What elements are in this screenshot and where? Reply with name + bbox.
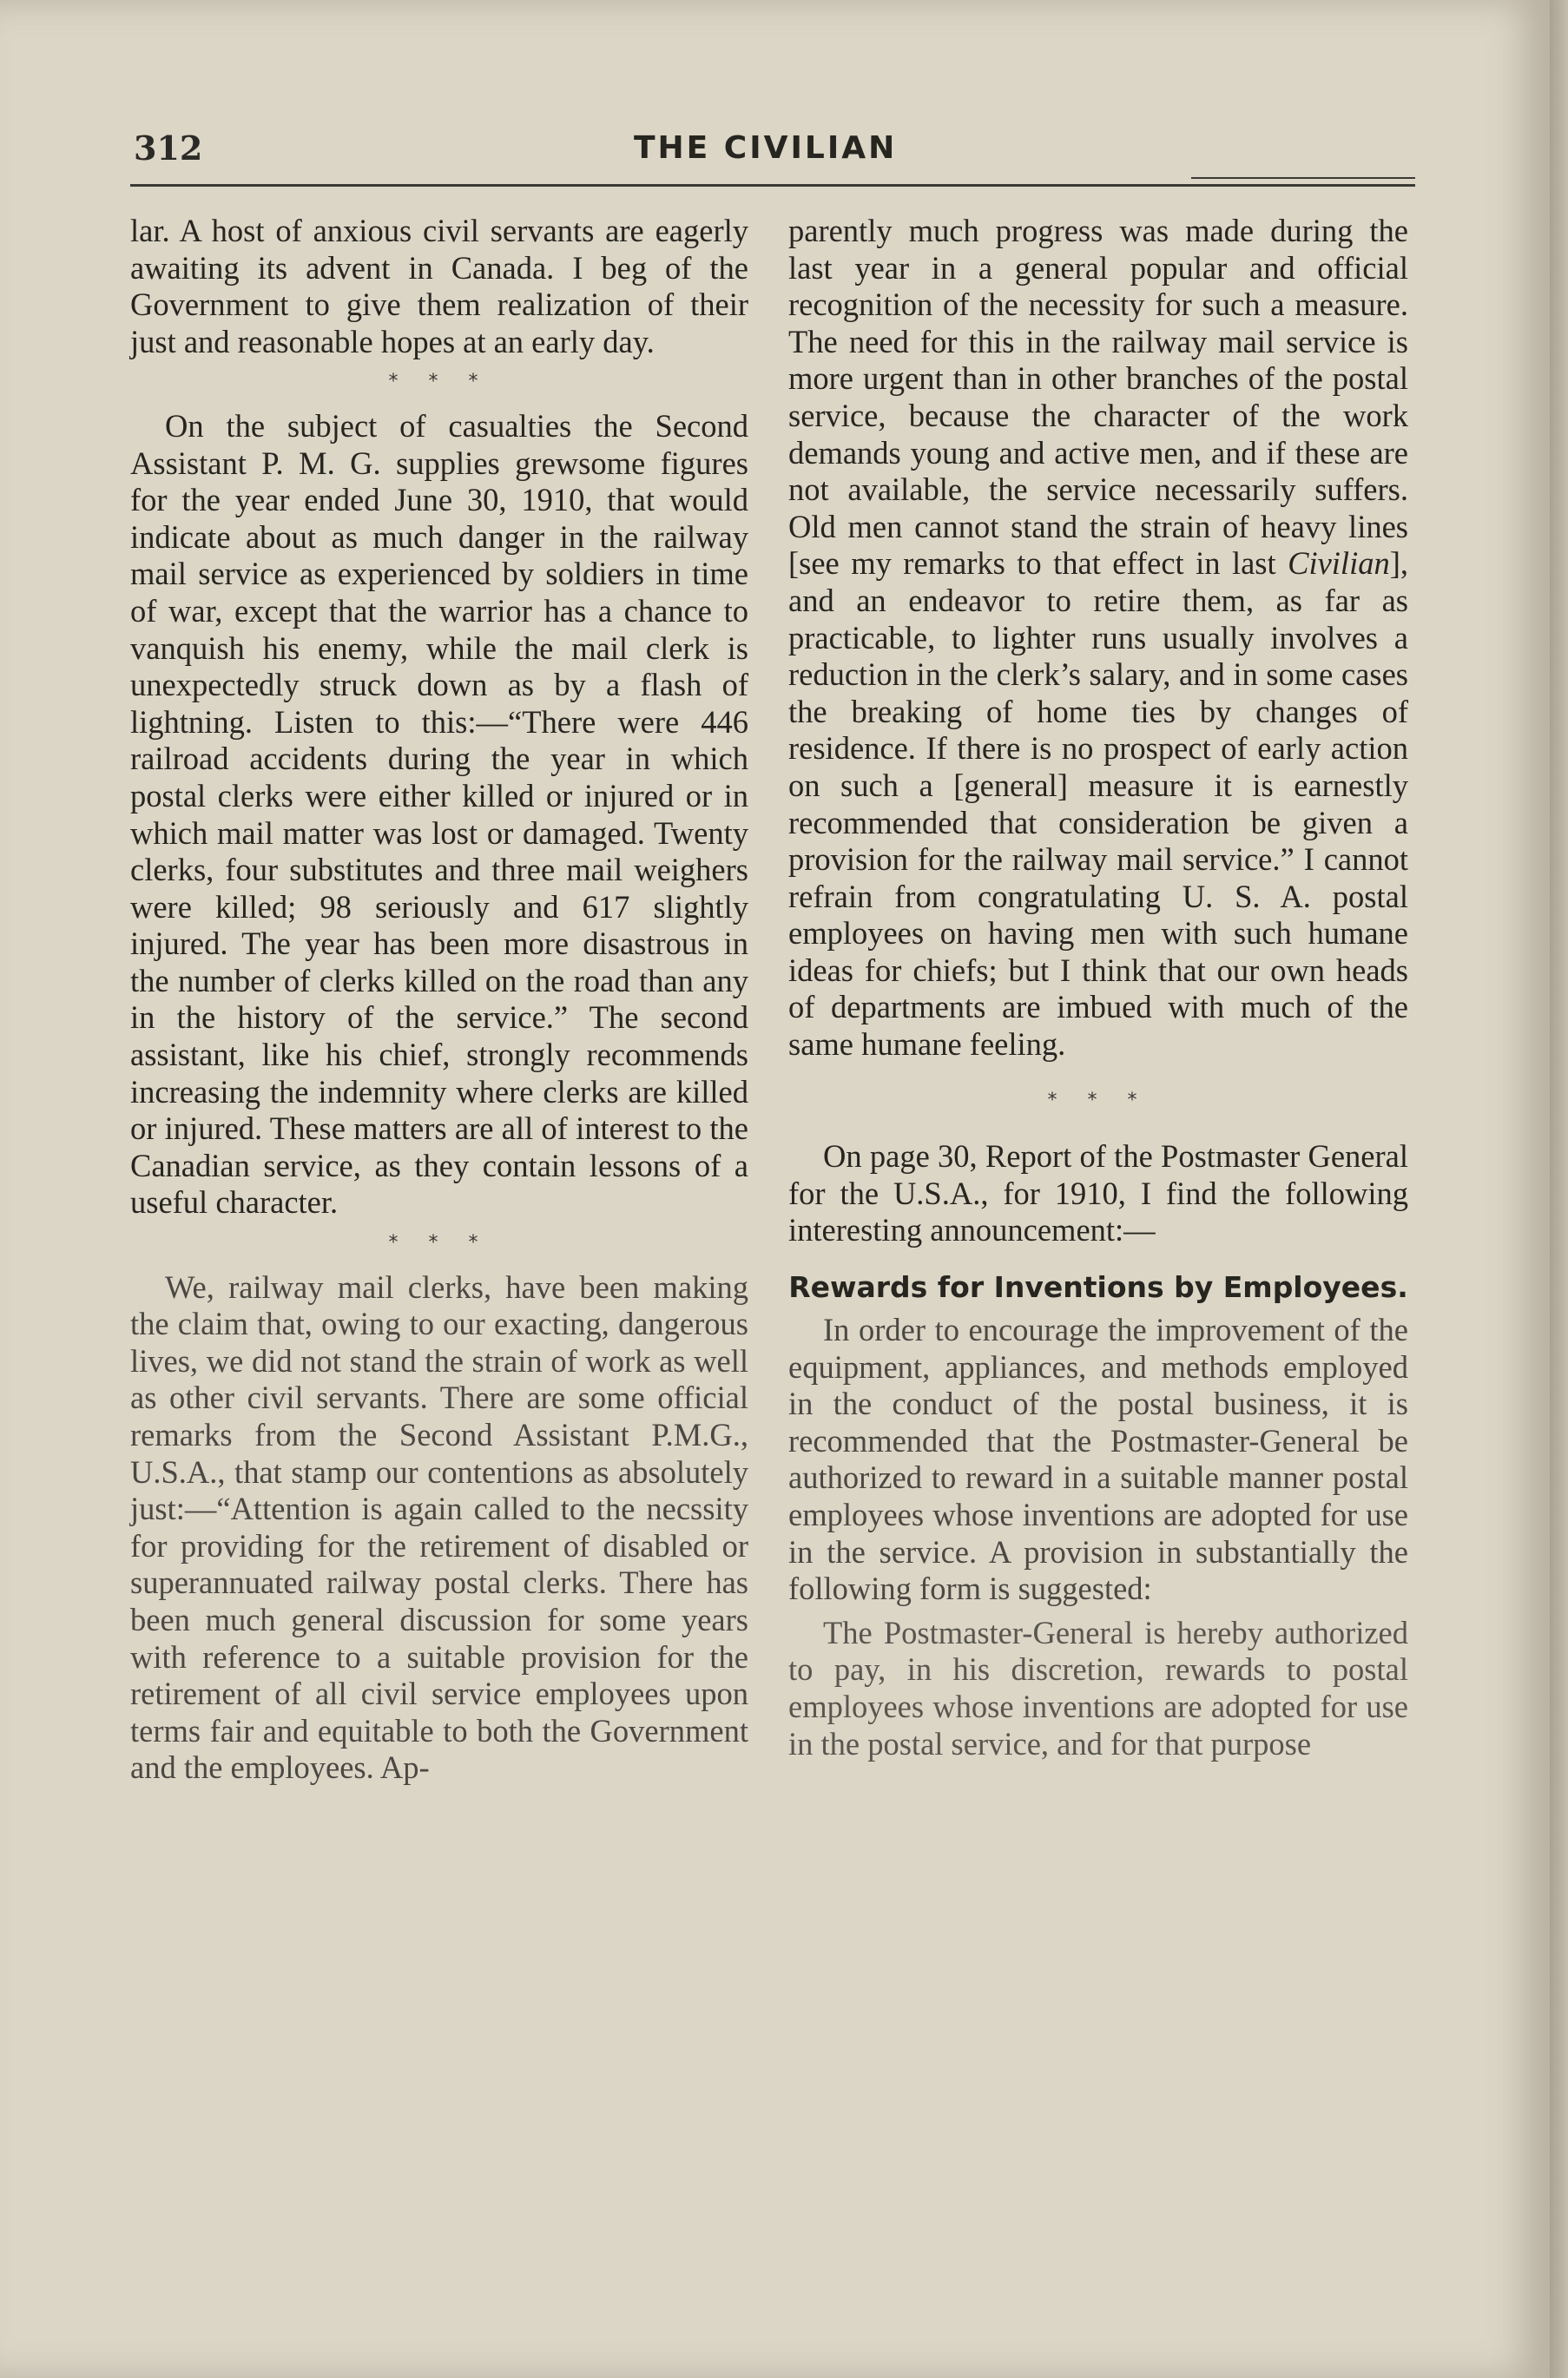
section-separator: * * *: [1047, 1089, 1150, 1111]
running-title: THE CIVILIAN: [634, 130, 898, 166]
section-separator: * * *: [388, 1232, 491, 1255]
subheading: Rewards for Inventions by Employees.: [788, 1270, 1408, 1305]
paragraph: On the subject of casualties the Second Assistant P. M. G. supplies grewsome figures for the year ended June 30, 1910, that would indicate about as much danger in the railway mail service as experienced by soldiers in time of war, except that the warrior has a chance to vanquish his enemy, while the mail clerk is unexpectedly struck down as by a flash of lightning. Listen to this:—“There were 446 railroad accidents during the year in which postal clerks were either killed or injured or in which mail matter was lost or damaged. Twenty clerks, four substitutes and three mail weighers were killed; 98 seriously and 617 slightly injured. The year has been more disastrous in the number of clerks killed on the road than any in the history of the service.” The second assistant, like his chief, strongly recommends increasing the indemnity where clerks are killed or injured. These matters are all of interest to the Canadian service, as they contain lessons of a useful character.: [130, 407, 748, 1221]
paragraph: In order to encourage the improvement of the equipment, appliances, and methods employed in the conduct of the postal business, it is recommended that the Postmaster-General be authorized to reward in a suitable manner postal employees whose inventions are adopted for use in the service. A provision in substantially the following form is suggested:: [788, 1312, 1408, 1607]
page-header: [130, 120, 1415, 172]
section-separator: * * *: [388, 371, 491, 393]
page-number: 312: [134, 128, 203, 168]
header-rule-short: [1191, 177, 1415, 179]
paragraph: We, railway mail clerks, have been making the claim that, owing to our exacting, dangerous lives, we did not stand the strain of work as well as other civil servants. There are some official remarks from the Second Assistant P.M.G., U.S.A., that stamp our contentions as absolutely just:—“Attention is again called to the necssity for providing for the retirement of disabled or superannuated railway postal clerks. There has been much general discussion for some years with reference to a suitable provision for the retirement of all civil service employees upon terms fair and equitable to both the Government and the employees. Ap-: [130, 1268, 748, 1786]
paragraph: On page 30, Report of the Postmaster General for the U.S.A., for 1910, I find the following interesting announcement:—: [788, 1138, 1408, 1248]
paragraph: The Postmaster-General is hereby authorized to pay, in his discretion, rewards to postal employees whose inventions are adopted for use in the postal service, and for that purpose: [788, 1614, 1408, 1762]
page-edge: [1550, 0, 1568, 2378]
italic-title: Civilian: [1288, 545, 1390, 582]
paragraph-text: parently much progress was made during the last year in a general popular and official recognition of the necessity for such a measure. The need for this in the railway mail service is more urgent than in other branches of the postal service, because the character of the work demands young and active men, and if these are not available, the service necessarily suffers. Old men cannot stand the strain of heavy lines [see my remarks to that effect in last: [788, 213, 1408, 582]
left-column: [130, 213, 748, 1787]
right-column: [788, 213, 1408, 1762]
header-rule: [130, 184, 1415, 187]
paragraph: [788, 213, 1408, 1064]
paragraph-text: ], and an endeavor to retire them, as far as practicable, to lighter runs usually involves a reduction in the clerk’s salary, and in some cases the breaking of home ties by changes of residence. If there is no prospect of early action on such a [general] measure it is earnestly recommended that consideration be given a provision for the railway mail service.” I cannot refrain from congratulating U. S. A. postal employees on having men with such humane ideas for chiefs; but I think that our own heads of departments are imbued with much of the same humane feeling.: [788, 545, 1408, 1063]
paragraph: lar. A host of anxious civil servants are eagerly awaiting its advent in Canada. I beg of the Government to give them realization of their just and reasonable hopes at an early day.: [130, 213, 748, 359]
